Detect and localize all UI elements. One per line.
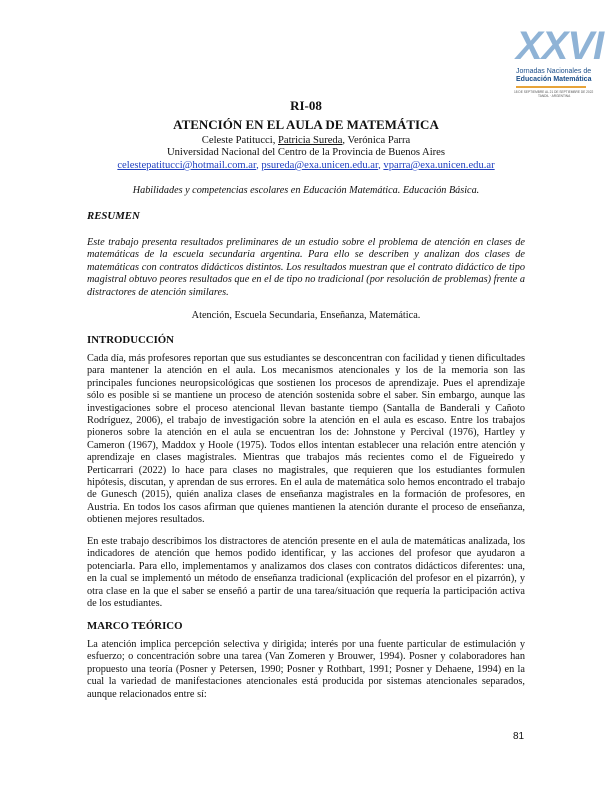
author-1: Celeste Patitucci,	[201, 135, 278, 146]
email-link-2[interactable]: psureda@exa.unicen.edu.ar	[261, 160, 379, 171]
paper-code: RI-08	[290, 98, 322, 113]
author-3: , Verónica Parra	[342, 135, 411, 146]
abstract-text: Este trabajo presenta resultados preliminares de un estudio sobre el problema de atención en clases de matemáticas de la escuela secundaria argentina. Para ello se describen y analizan dos clases de matemáticas con contratos didácticos distintos. Los resultados muestran que el contrato didáctico de tipo magistral obtuvo peores resultados que en el de tipo no tradicional (por resolución de problemas) frente a distractores de atención similares.	[87, 237, 525, 298]
event-logo	[510, 24, 604, 100]
section-heading-marco-teorico: MARCO TEÓRICO	[87, 620, 183, 632]
intro-paragraph-1: Cada día, más profesores reportan que sus estudiantes se desconcentran con facilidad y tienen dificultades para mantener la atención en el aula. Los mecanismos atencionales y los de la memoria son las principales funciones neuropsicológicas que sostienen los procesos de aprendizaje. Pues el aprendizaje sólo es posible si se mantiene un proceso de atención sostenida sobre el saber. Sin embargo, aunque las investigaciones sobre el proceso atencional llevan bastante tiempo (Santalla de Banderali y Cañoto Rodríguez, 2006), el trabajo de investigación sobre la atención en el aula es escaso. Entre los trabajos pioneros sobre la atención en el aula se encuentran los de: Johnstone y Percival (1976), Hartley y Cameron (1967), Maddox y Hoole (1975). Todos ellos intentan establecer una relación entre atención y aprendizaje en clases magistrales. Mientras que trabajos más recientes como el de Figueiredo y Perticarrari (2022) lo hace para clases no magistrales, que requieren que los estudiantes formulen hipótesis, discutan, y aprendan de sus errores. En el aula de matemática solo hemos encontrado el trabajo de Gunesch (2015), quién analiza clases de enseñanza magistrales en la formación de profesores, en Austria. En todos los casos afirman que quienes mantienen la atención durante el proceso de enseñanza, obtienen mejores resultados.	[87, 353, 525, 526]
intro-paragraph-2: En este trabajo describimos los distractores de atención presente en el aula de matemáticas analizada, los indicadores de atención que hemos podido identificar, y las acciones del profesor que ayudaron a potenciarla. Para ello, implementamos y analizamos dos clases con contratos didácticos diferentes: una, en la cual se implementó un método de enseñanza tradicional (explicación del profesor en el pizarrón), y otra clase en la que el saber se enseñó a partir de una tarea/situación que requería la participación activa de los estudiantes.	[87, 536, 525, 610]
author-2-presenter: Patricia Sureda	[278, 135, 343, 146]
logo-numeral: XXVI	[516, 24, 604, 68]
email-link-3[interactable]: vparra@exa.unicen.edu.ar	[383, 160, 495, 171]
email-separator-1: ,	[256, 160, 262, 171]
section-heading-introduccion: INTRODUCCIÓN	[87, 334, 174, 346]
page-number: 81	[513, 731, 525, 742]
paper-emails	[86, 160, 526, 171]
section-heading-resumen: RESUMEN	[87, 210, 140, 222]
email-link-1[interactable]: celestepatitucci@hotmail.com.ar	[117, 160, 257, 171]
logo-line1: Jornadas Nacionales de	[516, 68, 592, 75]
email-separator-2: ,	[378, 160, 384, 171]
logo-line2: Educación Matemática	[516, 76, 592, 83]
paper-topics: Habilidades y competencias escolares en Educación Matemática. Educación Básica.	[132, 185, 480, 196]
paper-title: ATENCIÓN EN EL AULA DE MATEMÁTICA	[173, 117, 439, 132]
logo-city: TANDIL · ARGENTINA	[538, 94, 571, 98]
paper-affiliation: Universidad Nacional del Centro de la Provincia de Buenos Aires	[166, 147, 445, 158]
marco-paragraph-1: La atención implica percepción selectiva y dirigida; interés por una fuente particular de estimulación y esfuerzo; o concentración sobre una tarea (Van Zomeren y Brouwer, 1994). Posner y colaboradores han propuesto una teoría (Posner y Petersen, 1990; Posner y Rothbart, 1991; Posner y Dehaene, 1994) en la cual la variedad de manifestaciones atencionales está producida por sistemas atencionales separados, aunque relacionados entre sí:	[87, 639, 525, 700]
abstract-keywords: Atención, Escuela Secundaria, Enseñanza, Matemática.	[191, 310, 421, 321]
logo-divider	[516, 86, 586, 88]
paper-authors	[86, 135, 526, 146]
logo-dates: 18 DE SEPTIEMBRE AL 21 DE SEPTIEMBRE DE 2022	[514, 90, 594, 94]
